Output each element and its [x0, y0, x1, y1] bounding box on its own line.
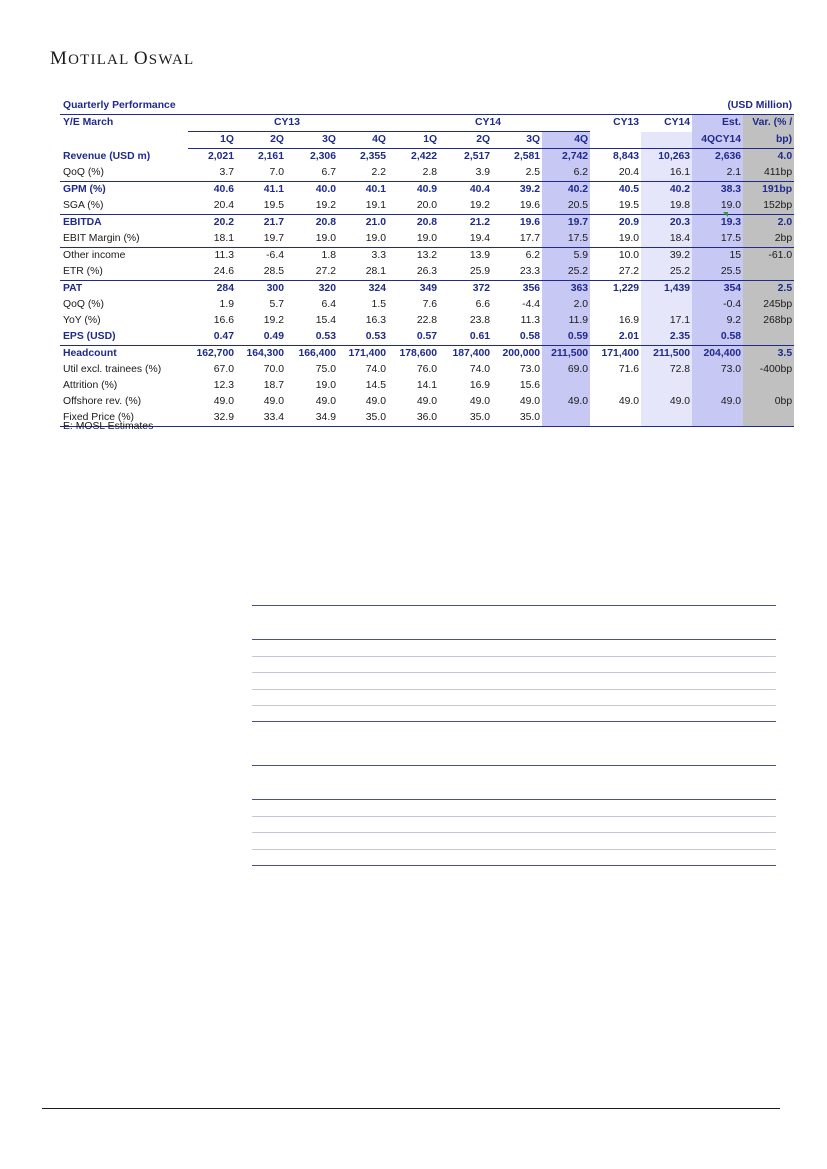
table-row [60, 410, 794, 427]
table-cell: 40.9 [388, 182, 439, 199]
table-cell: 75.0 [315, 364, 336, 375]
table-cell: 411bp [743, 165, 794, 182]
table-cell: 20.4 [618, 167, 640, 178]
quarter-header: 4Q [338, 132, 388, 149]
table-cell: 19.8 [641, 198, 692, 215]
quarter-header: 1Q [388, 132, 439, 149]
quarter-header: 4QCY14 [692, 132, 743, 149]
table-cell: 72.8 [641, 362, 692, 378]
group-cy13: CY13 [188, 115, 388, 132]
table-cell: 1,439 [641, 281, 692, 298]
logo-rest-2: SWAL [148, 52, 195, 68]
divider-line [252, 605, 776, 606]
table-cell: 35.0 [439, 410, 492, 427]
table-cell: 1,229 [590, 281, 641, 298]
row-label: QoQ (%) [63, 167, 104, 178]
row-label: ETR (%) [63, 266, 103, 277]
table-cell: 28.1 [365, 266, 386, 277]
logo-initial-2: O [133, 48, 149, 69]
table-cell: 0.58 [519, 331, 541, 342]
table-cell: 1.5 [371, 299, 386, 310]
table-row [60, 215, 794, 232]
table-cell: 0.53 [315, 331, 336, 342]
table-cell: 268bp [743, 313, 794, 329]
row-label: GPM (%) [60, 182, 188, 199]
row-label: Revenue (USD m) [63, 150, 151, 162]
quarter-header: bp) [743, 132, 794, 149]
row-label: Other income [60, 248, 188, 265]
table-cell: 6.7 [321, 167, 336, 178]
divider-line [252, 656, 776, 657]
table-cell: 191bp [743, 182, 794, 199]
table-cell: 349 [388, 281, 439, 298]
table-cell: 11.3 [188, 248, 236, 265]
col-var: Var. (% / [743, 115, 794, 132]
table-cell: 211,500 [542, 346, 590, 363]
table-cell: 354 [692, 281, 743, 298]
table-cell: 19.5 [263, 200, 284, 211]
row-label: QoQ (%) [63, 299, 104, 310]
table-cell: 22.8 [416, 315, 438, 326]
table-cell [542, 410, 590, 427]
table-cell: 40.2 [542, 182, 590, 199]
table-cell: 284 [188, 281, 236, 298]
table-cell: 36.0 [388, 410, 439, 427]
table-cell: 35.0 [338, 410, 388, 427]
table-cell: 25.9 [469, 266, 491, 277]
table-cell: 67.0 [213, 364, 234, 375]
table-cell: 39.2 [641, 248, 692, 265]
table-cell: 20.2 [188, 215, 236, 232]
table-cell: 40.5 [590, 182, 641, 199]
table-cell: 19.0 [618, 233, 640, 244]
table-row [60, 378, 794, 394]
table-cell: 171,400 [338, 346, 388, 363]
table-cell: -4.4 [522, 299, 541, 310]
table-cell: 74.0 [365, 364, 386, 375]
table-cell: 25.5 [692, 264, 743, 281]
table-cell: 15 [692, 248, 743, 265]
divider-line [252, 672, 776, 673]
table-cell: 49.0 [213, 396, 234, 407]
logo-initial-1: M [50, 48, 69, 69]
table-cell: 300 [236, 281, 286, 298]
table-cell: 20.0 [416, 200, 438, 211]
table-cell: 0.57 [416, 331, 438, 342]
table-cell: 2.35 [641, 329, 692, 346]
table-cell: 18.1 [213, 233, 234, 244]
table-cell: 23.8 [469, 315, 491, 326]
table-cell: 34.9 [286, 410, 338, 427]
table-cell: 17.5 [692, 231, 743, 248]
table-cell: 73.0 [519, 364, 541, 375]
table-cell: 19.0 [315, 380, 336, 391]
table-cell: 152bp [743, 198, 794, 215]
table-cell [692, 410, 743, 427]
divider-line [252, 865, 776, 866]
quarter-header: 2Q [439, 132, 492, 149]
table-cell: 2,581 [514, 151, 541, 162]
table-row [60, 231, 794, 248]
divider-line [252, 721, 776, 722]
table-cell: 49.0 [692, 394, 743, 410]
table-cell: 2,742 [542, 149, 590, 166]
table-cell [641, 297, 692, 313]
table-cell: 23.3 [519, 266, 541, 277]
table-cell: 69.0 [542, 362, 590, 378]
table-cell: 2.1 [692, 165, 743, 182]
table-cell: 11.3 [520, 315, 541, 326]
table-cell: 187,400 [439, 346, 492, 363]
table-cell: 356 [492, 281, 542, 298]
divider-line [252, 765, 776, 766]
table-cell: 19.2 [469, 200, 491, 211]
table-cell: 320 [286, 281, 338, 298]
table-cell: 0.61 [469, 331, 491, 342]
table-cell: 40.1 [338, 182, 388, 199]
row-label: Attrition (%) [63, 380, 118, 391]
table-row [60, 313, 794, 329]
table-cell: 49.0 [365, 396, 386, 407]
table-cell: 2,021 [207, 151, 234, 162]
table-cell: 2bp [743, 231, 794, 248]
table-cell: 49.0 [641, 394, 692, 410]
row-label: Util excl. trainees (%) [63, 364, 162, 375]
table-cell: 2.5 [743, 281, 794, 298]
row-label: SGA (%) [63, 200, 104, 211]
table-cell: 27.2 [315, 266, 336, 277]
table-cell: -6.4 [236, 248, 286, 265]
row-label: EBITDA [60, 215, 188, 232]
table-cell: 20.3 [641, 215, 692, 232]
table-cell: 14.5 [365, 380, 386, 391]
quarter-header-row [60, 132, 794, 149]
divider-line [252, 639, 776, 640]
table-cell: 4.0 [743, 149, 794, 166]
table-unit: (USD Million) [727, 100, 793, 111]
table-cell: 49.0 [315, 396, 336, 407]
table-cell: 13.2 [388, 248, 439, 265]
table-cell: 19.4 [469, 233, 491, 244]
table-cell: 73.0 [692, 362, 743, 378]
table-cell: 41.1 [236, 182, 286, 199]
table-cell: 49.0 [416, 396, 438, 407]
table-cell: 26.3 [416, 266, 438, 277]
table-cell: 14.1 [416, 380, 438, 391]
table-cell: 15.6 [519, 380, 541, 391]
cell-comment-marker [723, 212, 728, 217]
title-row [60, 98, 794, 115]
table-cell: 21.2 [439, 215, 492, 232]
table-cell: 363 [542, 281, 590, 298]
table-cell: 5.7 [269, 299, 284, 310]
table-cell: 20.9 [590, 215, 641, 232]
table-cell: 3.7 [219, 167, 234, 178]
table-cell: 71.6 [618, 364, 640, 375]
table-row [60, 149, 794, 166]
quarter-header [641, 132, 692, 149]
table-cell: 0.47 [213, 331, 234, 342]
table-cell: 1.9 [219, 299, 234, 310]
quarter-header: 3Q [492, 132, 542, 149]
table-cell: 2,517 [464, 151, 491, 162]
table-cell: 19.6 [492, 215, 542, 232]
table-cell: 2.0 [743, 215, 794, 232]
table-cell: 3.5 [743, 346, 794, 363]
quarter-header [590, 132, 641, 149]
quarterly-performance-table-wrap [60, 98, 793, 427]
table-cell: 0.59 [542, 329, 590, 346]
group-cy14: CY14 [388, 115, 590, 132]
table-cell [743, 329, 794, 346]
table-cell: 17.1 [641, 313, 692, 329]
table-cell: 19.0 [315, 233, 336, 244]
table-cell: 0bp [743, 394, 794, 410]
table-cell: 18.4 [641, 231, 692, 248]
table-cell: 324 [338, 281, 388, 298]
divider-line [252, 816, 776, 817]
year-header-row [60, 115, 794, 132]
table-cell: 166,400 [286, 346, 338, 363]
table-cell [641, 410, 692, 427]
col-est: Est. [692, 115, 743, 132]
table-cell: 11.9 [542, 313, 590, 329]
table-cell: 2,636 [692, 149, 743, 166]
table-cell: 19.0 [416, 233, 438, 244]
table-cell: 12.3 [213, 380, 234, 391]
table-footnote: E: MOSL Estimates [63, 421, 154, 432]
table-cell: 162,700 [188, 346, 236, 363]
table-cell [590, 410, 641, 427]
table-cell: 19.0 [365, 233, 386, 244]
table-cell: 38.3 [692, 182, 743, 199]
table-cell: 40.0 [286, 182, 338, 199]
table-cell: 8,843 [613, 151, 640, 162]
table-cell: 35.0 [492, 410, 542, 427]
table-cell: 19.6 [519, 200, 541, 211]
table-cell: 6.2 [542, 165, 590, 182]
table-cell: 2.5 [525, 167, 541, 178]
table-cell: 19.1 [365, 200, 386, 211]
logo-rest-1: OTILAL [68, 52, 129, 68]
table-cell: 49.0 [618, 396, 640, 407]
table-cell: 0.53 [365, 331, 386, 342]
table-cell: 20.8 [286, 215, 338, 232]
table-cell: 7.6 [422, 299, 438, 310]
table-cell: 19.7 [542, 215, 590, 232]
table-cell: 6.2 [492, 248, 542, 265]
row-label: YoY (%) [63, 315, 101, 326]
table-cell: 200,000 [492, 346, 542, 363]
table-cell [692, 378, 743, 394]
table-cell: 74.0 [469, 364, 491, 375]
table-cell: 19.7 [263, 233, 284, 244]
table-cell: 40.2 [641, 182, 692, 199]
table-cell: 28.5 [263, 266, 284, 277]
table-cell: 16.6 [213, 315, 234, 326]
table-cell: 76.0 [416, 364, 438, 375]
table-cell: 49.0 [542, 394, 590, 410]
table-row [60, 281, 794, 298]
table-cell: 20.8 [388, 215, 439, 232]
table-row [60, 248, 794, 265]
table-cell: 2,355 [359, 151, 386, 162]
row-label: EPS (USD) [63, 331, 116, 342]
table-cell: 18.7 [263, 380, 284, 391]
footer-rule [42, 1108, 780, 1109]
row-label: EBIT Margin (%) [63, 233, 140, 244]
table-row [60, 346, 794, 363]
table-cell: 40.4 [439, 182, 492, 199]
table-cell: 2.0 [542, 297, 590, 313]
divider-line [252, 849, 776, 850]
table-cell: 17.5 [542, 231, 590, 248]
table-cell: 49.0 [469, 396, 491, 407]
quarter-header: 3Q [286, 132, 338, 149]
divider-line [252, 799, 776, 800]
table-cell: 10.0 [590, 248, 641, 265]
table-cell: 6.4 [321, 299, 336, 310]
table-cell: 70.0 [263, 364, 284, 375]
table-cell [590, 297, 641, 313]
table-cell [542, 378, 590, 394]
table-cell: 21.7 [236, 215, 286, 232]
table-cell: 204,400 [692, 346, 743, 363]
table-row [60, 264, 794, 281]
table-cell: 2.8 [422, 167, 438, 178]
table-row [60, 182, 794, 199]
table-cell: 2,422 [411, 151, 438, 162]
table-cell: 20.4 [213, 200, 234, 211]
table-cell: 39.2 [492, 182, 542, 199]
table-cell: 3.3 [338, 248, 388, 265]
table-cell: -400bp [743, 362, 794, 378]
table-cell: 25.2 [542, 264, 590, 281]
table-cell: 5.9 [542, 248, 590, 265]
brand-logo [50, 48, 194, 70]
table-cell: 24.6 [213, 266, 234, 277]
table-cell: 16.3 [365, 315, 386, 326]
table-cell [641, 378, 692, 394]
table-cell: 171,400 [590, 346, 641, 363]
table-cell: 2.2 [371, 167, 386, 178]
row-label: Offshore rev. (%) [63, 396, 142, 407]
quarter-header: 4Q [542, 132, 590, 149]
table-cell: 13.9 [439, 248, 492, 265]
table-cell: 19.2 [315, 200, 336, 211]
table-row [60, 362, 794, 378]
table-cell: 2.01 [618, 331, 640, 342]
divider-line [252, 689, 776, 690]
col-cy13: CY13 [590, 115, 641, 132]
table-cell: 20.5 [542, 198, 590, 215]
table-cell: 245bp [743, 297, 794, 313]
table-title: Quarterly Performance [63, 100, 176, 111]
table-cell: 9.2 [692, 313, 743, 329]
table-cell: 49.0 [263, 396, 284, 407]
table-row [60, 394, 794, 410]
table-cell: 211,500 [641, 346, 692, 363]
table-row [60, 297, 794, 313]
col-cy14: CY14 [641, 115, 692, 132]
table-cell: 3.9 [475, 167, 491, 178]
table-cell: 178,600 [388, 346, 439, 363]
table-cell: 16.9 [618, 315, 640, 326]
divider-line [252, 705, 776, 706]
table-cell: 2,306 [309, 151, 336, 162]
table-row [60, 165, 794, 182]
table-cell: 7.0 [269, 167, 284, 178]
table-cell: 15.4 [315, 315, 336, 326]
table-cell: -0.4 [692, 297, 743, 313]
table-cell: 17.7 [519, 233, 541, 244]
table-cell: 25.2 [641, 264, 692, 281]
table-cell: 16.9 [469, 380, 491, 391]
table-cell: 10,263 [641, 149, 692, 166]
table-row [60, 198, 794, 215]
table-cell: 19.3 [692, 215, 743, 232]
table-cell: 21.0 [338, 215, 388, 232]
table-cell: 16.1 [641, 165, 692, 182]
row-label: Fixed Price (%) [60, 410, 188, 427]
table-cell: 27.2 [618, 266, 640, 277]
table-cell: 19.2 [263, 315, 284, 326]
table-cell: -61.0 [743, 248, 794, 265]
table-cell: 32.9 [188, 410, 236, 427]
divider-line [252, 832, 776, 833]
table-cell: 372 [439, 281, 492, 298]
table-cell: 33.4 [236, 410, 286, 427]
table-cell [743, 264, 794, 281]
row-label: PAT [60, 281, 188, 298]
table-cell [590, 378, 641, 394]
table-row [60, 329, 794, 346]
quarterly-performance-table [60, 98, 794, 427]
row-label: Headcount [60, 346, 188, 363]
ye-label: Y/E March [60, 115, 188, 132]
table-cell: 2,161 [257, 151, 284, 162]
table-cell: 19.5 [618, 200, 640, 211]
table-cell: 49.0 [519, 396, 541, 407]
quarter-header: 1Q [188, 132, 236, 149]
table-cell [743, 378, 794, 394]
quarter-header: 2Q [236, 132, 286, 149]
table-cell: 40.6 [188, 182, 236, 199]
table-cell: 6.6 [475, 299, 491, 310]
table-cell [743, 410, 794, 427]
table-cell: 0.58 [692, 329, 743, 346]
table-cell: 1.8 [286, 248, 338, 265]
table-cell: 0.49 [263, 331, 284, 342]
table-cell: 19.0 [692, 198, 743, 215]
table-cell: 164,300 [236, 346, 286, 363]
